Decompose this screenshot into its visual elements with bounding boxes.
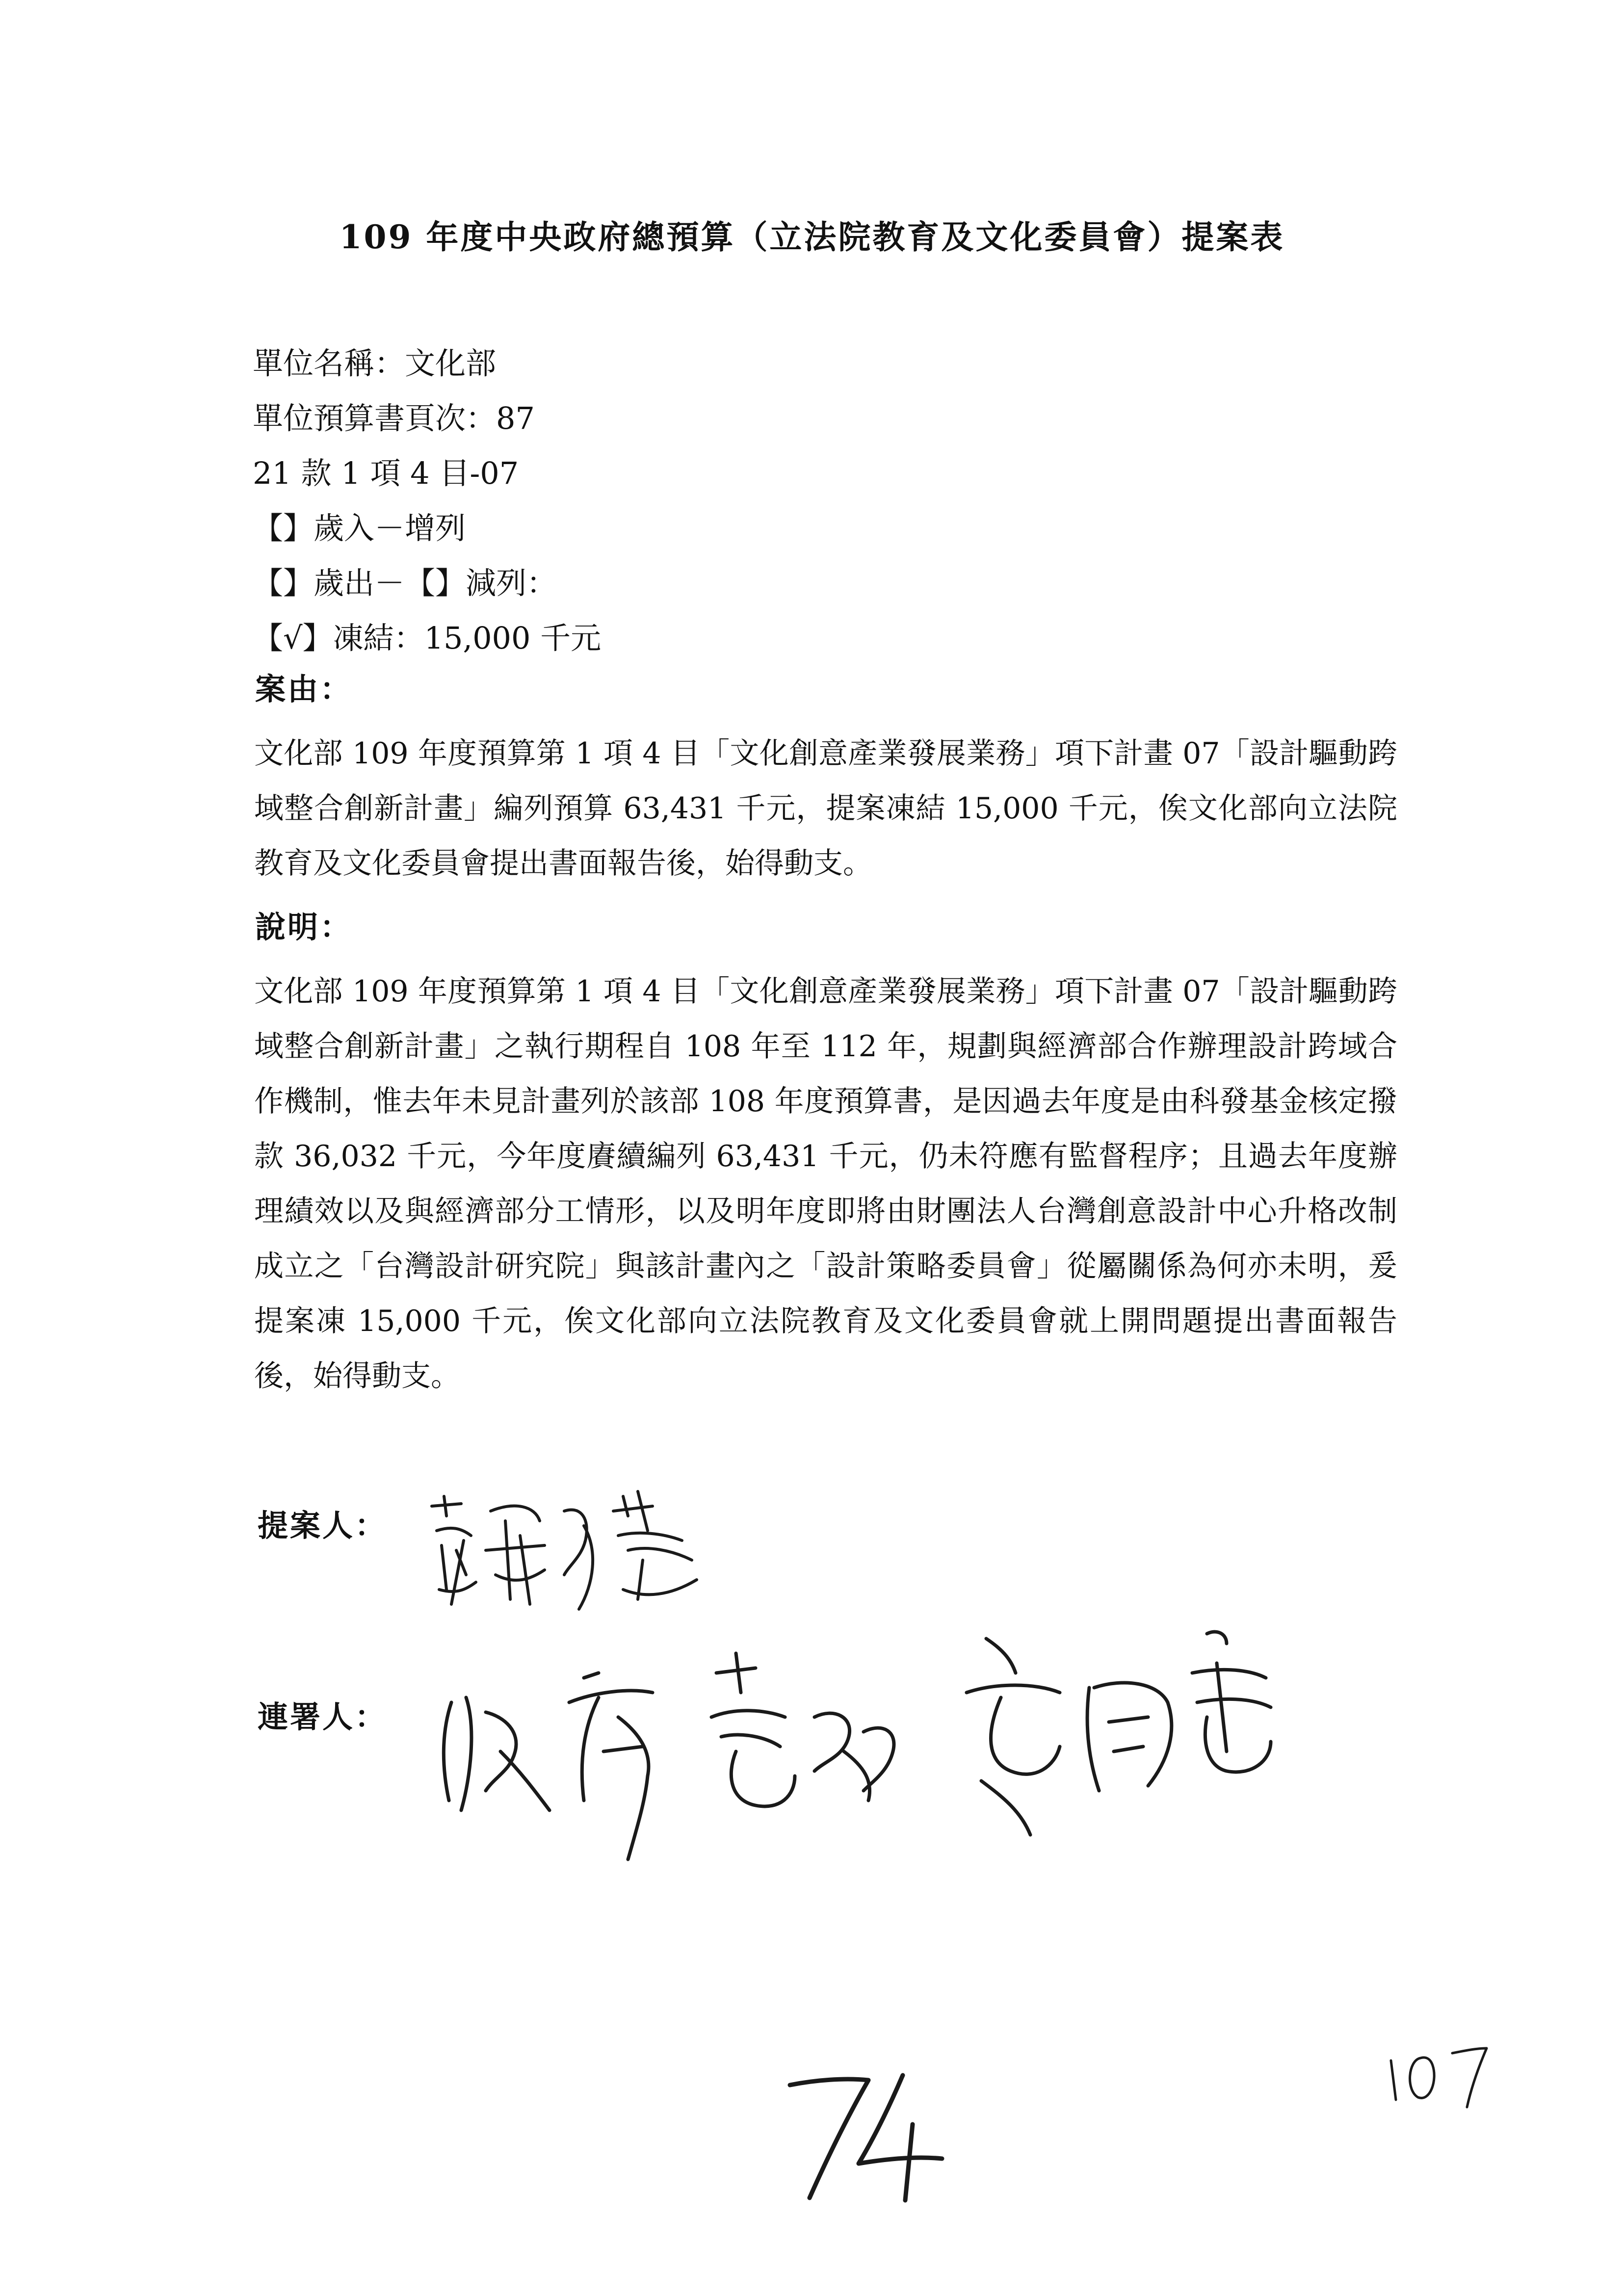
expenditure-option: 【】歲出－【】減列： [253,565,557,601]
cosigner-label: 連署人： [258,1699,388,1735]
reason-heading: 案由： [255,671,353,707]
reason-body: 文化部 109 年度預算第 1 項 4 目「文化創意產業發展業務」項下計畫 07「設計驅動跨域整合創新計畫」編列預算 63,431 千元，提案凍結 15,000 千元，俟文化部向立法院教育及文化委員會提出書面報告後，始得動支。 [254,736,1397,881]
explanation-heading: 說明： [255,909,353,945]
handwritten-page-number [775,2065,952,2208]
revenue-increase-option: 【】歲入－增列 [253,510,466,546]
budget-metadata [253,336,601,666]
handwritten-aux-number [1384,2036,1492,2110]
item-code: 21 款 1 項 4 目-07 [253,455,519,491]
proposer-signature [417,1477,721,1624]
unit-name: 單位名稱：文化部 [253,345,497,381]
page-title: 109 年度中央政府總預算（立法院教育及文化委員會）提案表 [339,218,1285,256]
budget-page: 單位預算書頁次：87 [253,400,535,436]
proposer-label: 提案人： [258,1508,388,1543]
explanation-body: 文化部 109 年度預算第 1 項 4 目「文化創意產業發展業務」項下計畫 07「設計驅動跨域整合創新計畫」之執行期程自 108 年至 112 年，規劃與經濟部合作辦理設計跨域合作機制，惟去年未見計畫列於該部 108 年度預算書，是因過去年度是由科發基金核定撥款 36,032 千元，今年度賡續編列 63,431 千元，仍未符應有監督程序；且過去年度辦理績效以及與經濟部分工情形，以及明年度即將由財團法人台灣創意設計中心升格改制成立之「台灣設計研究院」與該計畫內之「設計策略委員會」從屬關係為何亦未明，爰提案凍 15,000 千元，俟文化部向立法院教育及文化委員會就上開問題提出書面報告後，始得動支。 [254,974,1397,1393]
cosigner-signatures [422,1604,1295,1889]
freeze-option: 【√】凍結：15,000 千元 [253,620,602,656]
